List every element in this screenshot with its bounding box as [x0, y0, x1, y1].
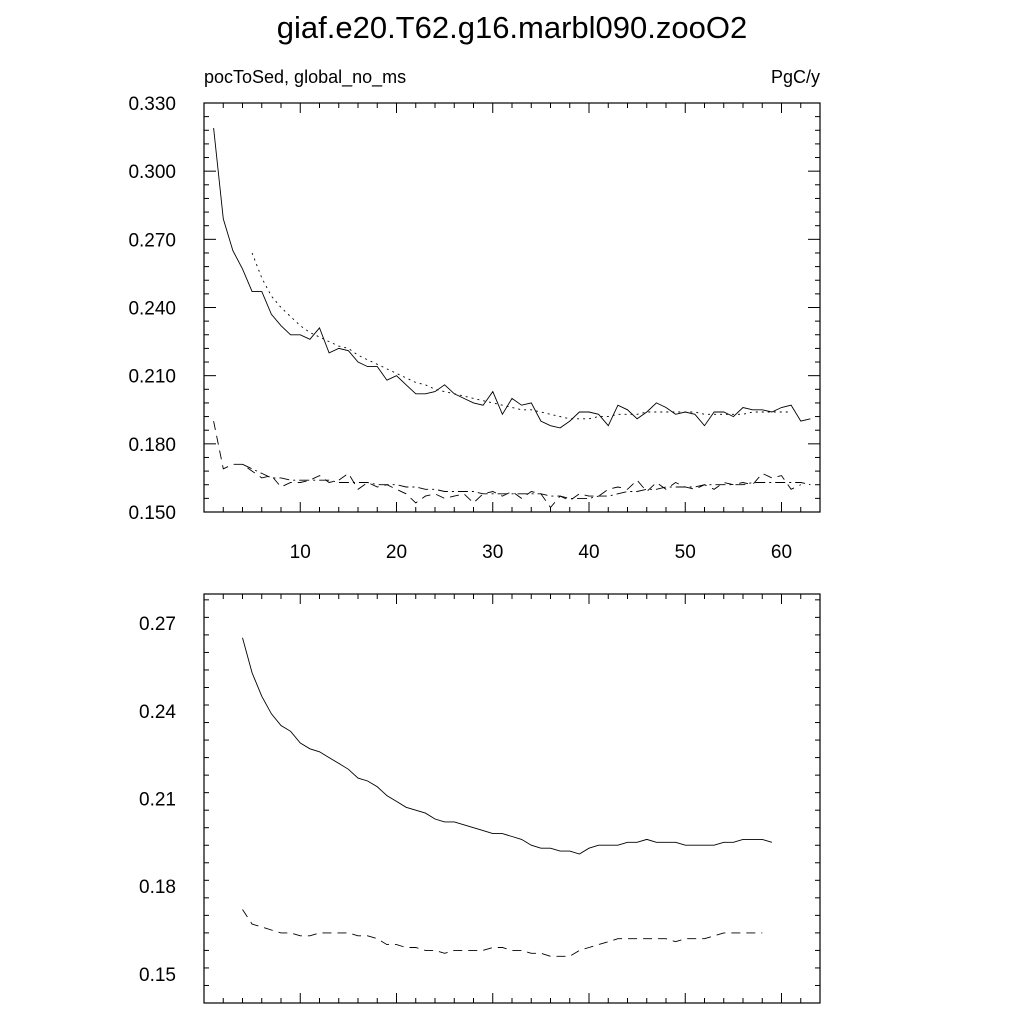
panel-1-y-tick-label: 0.240 — [128, 298, 176, 320]
panel-1-y-tick-label: 0.150 — [128, 503, 176, 524]
panel-2-y-tick-label: 0.24 — [139, 701, 176, 723]
panel-1-y-tick-label: 0.330 — [128, 94, 176, 115]
panel-1-x-tick-label: 50 — [674, 542, 696, 563]
panel-1-series-dotted-line — [252, 253, 791, 419]
panel-1-x-tick-label: 60 — [770, 542, 793, 563]
panel-1-right-label: PgC/y — [770, 67, 820, 87]
panel-2-series-solid-line — [243, 638, 772, 854]
panel-1-x-tick-label: 20 — [385, 542, 408, 563]
panel-2-series-dashed-line — [243, 910, 763, 957]
panel-1-x-tick-label: 40 — [578, 542, 600, 563]
panel-1-series-solid-line — [214, 128, 811, 428]
panel-2-frame — [204, 594, 820, 1003]
panel-1-y-tick-label: 0.300 — [128, 162, 176, 184]
panel-2-y-tick-label: 0.27 — [139, 614, 176, 636]
panel-1-y-tick-label: 0.210 — [128, 366, 176, 388]
panel-1-x-tick-label: 10 — [289, 542, 311, 563]
panel-1-y-tick-label: 0.270 — [128, 230, 176, 252]
panel-1-left-label: pocToSed, global_no_ms — [204, 67, 407, 87]
panel-1 — [128, 94, 820, 563]
panel-2-y-tick-label: 0.18 — [139, 877, 176, 899]
panel-1-series-dashed-line — [214, 421, 801, 507]
panel-1-frame — [204, 103, 820, 512]
figure-title: giaf.e20.T62.g16.marbl090.zooO2 — [276, 10, 748, 45]
panel-1-x-tick-label: 30 — [482, 542, 504, 563]
panel-2-y-tick-label: 0.21 — [139, 789, 176, 811]
panel-2 — [139, 594, 820, 1003]
panel-1-y-tick-label: 0.180 — [128, 434, 176, 456]
panel-2-y-tick-label: 0.15 — [139, 964, 176, 986]
